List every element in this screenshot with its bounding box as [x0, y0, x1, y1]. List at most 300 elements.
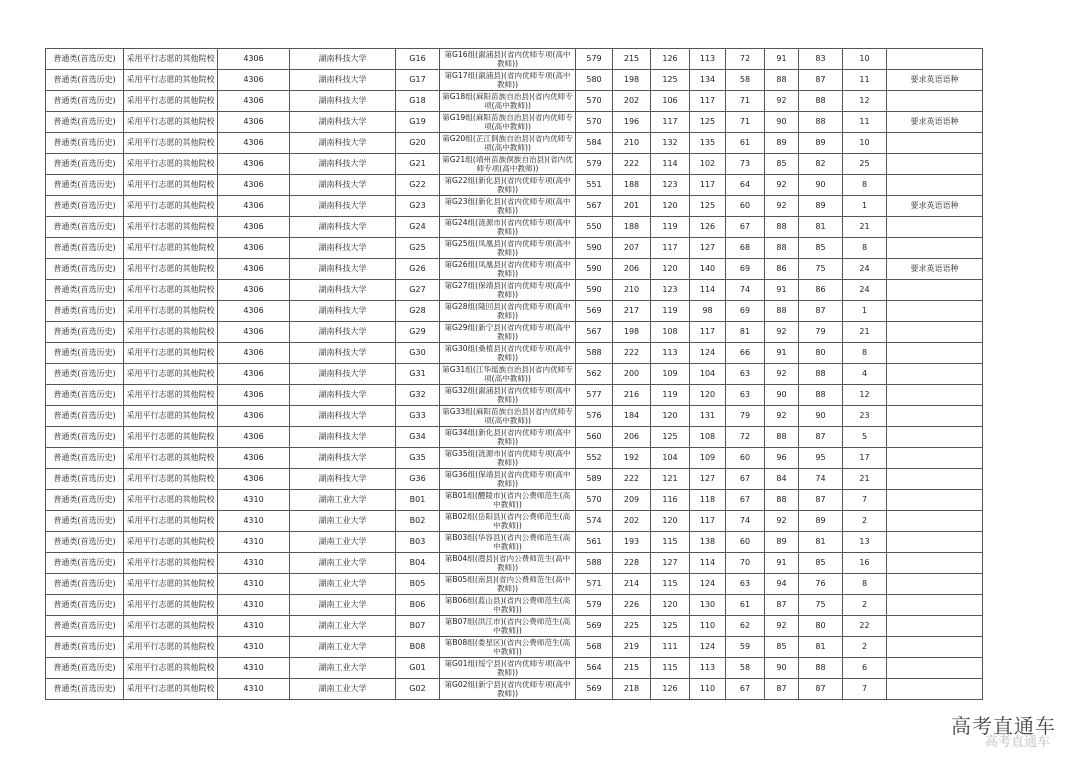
cell-score-f: 88: [799, 91, 843, 112]
cell-score-b: 123: [651, 175, 690, 196]
cell-remark: [887, 364, 983, 385]
cell-group-name: 第G25组(凤凰县)(省内优师专项(高中教师)): [440, 238, 576, 259]
cell-school-name: 湖南科技大学: [290, 406, 396, 427]
cell-score-c: 117: [690, 175, 726, 196]
cell-score-c: 108: [690, 427, 726, 448]
cell-score-c: 127: [690, 238, 726, 259]
cell-min-score: 564: [576, 658, 613, 679]
watermark-text: 高考直通车: [951, 714, 1056, 738]
cell-category: 普通类(首选历史): [46, 112, 124, 133]
cell-school-code: 4306: [218, 196, 290, 217]
cell-remark: [887, 637, 983, 658]
cell-count: 4: [843, 364, 887, 385]
cell-remark: [887, 91, 983, 112]
cell-school-code: 4306: [218, 259, 290, 280]
cell-score-f: 89: [799, 133, 843, 154]
cell-min-score: 568: [576, 637, 613, 658]
table-row: [46, 364, 983, 385]
cell-score-f: 87: [799, 301, 843, 322]
cell-school-code: 4306: [218, 238, 290, 259]
cell-score-a: 198: [613, 70, 651, 91]
cell-group-code: G16: [396, 49, 440, 70]
table-row: [46, 406, 983, 427]
cell-score-d: 58: [726, 70, 765, 91]
cell-score-a: 215: [613, 49, 651, 70]
cell-score-f: 88: [799, 112, 843, 133]
cell-score-c: 110: [690, 616, 726, 637]
cell-count: 8: [843, 574, 887, 595]
cell-school-name: 湖南科技大学: [290, 448, 396, 469]
cell-score-a: 226: [613, 595, 651, 616]
cell-score-b: 106: [651, 91, 690, 112]
cell-count: 12: [843, 385, 887, 406]
cell-batch: 采用平行志愿的其他院校: [124, 133, 218, 154]
cell-score-c: 104: [690, 364, 726, 385]
cell-count: 8: [843, 175, 887, 196]
cell-score-c: 114: [690, 553, 726, 574]
cell-batch: 采用平行志愿的其他院校: [124, 343, 218, 364]
cell-category: 普通类(首选历史): [46, 553, 124, 574]
cell-category: 普通类(首选历史): [46, 280, 124, 301]
cell-batch: 采用平行志愿的其他院校: [124, 175, 218, 196]
cell-school-name: 湖南科技大学: [290, 196, 396, 217]
cell-score-a: 215: [613, 658, 651, 679]
cell-score-b: 115: [651, 658, 690, 679]
cell-count: 2: [843, 595, 887, 616]
table-row: [46, 385, 983, 406]
cell-school-name: 湖南科技大学: [290, 385, 396, 406]
cell-score-b: 120: [651, 595, 690, 616]
cell-school-name: 湖南科技大学: [290, 343, 396, 364]
cell-score-c: 127: [690, 469, 726, 490]
cell-score-c: 131: [690, 406, 726, 427]
cell-count: 10: [843, 133, 887, 154]
cell-min-score: 579: [576, 154, 613, 175]
cell-score-c: 124: [690, 343, 726, 364]
cell-score-f: 81: [799, 637, 843, 658]
cell-group-name: 第B03组(华容县)(省内公费师范生(高中教师)): [440, 532, 576, 553]
cell-count: 17: [843, 448, 887, 469]
cell-group-code: G23: [396, 196, 440, 217]
cell-batch: 采用平行志愿的其他院校: [124, 574, 218, 595]
cell-min-score: 579: [576, 49, 613, 70]
cell-score-f: 83: [799, 49, 843, 70]
cell-group-code: B05: [396, 574, 440, 595]
cell-category: 普通类(首选历史): [46, 511, 124, 532]
cell-score-b: 125: [651, 70, 690, 91]
table-row: [46, 679, 983, 700]
cell-batch: 采用平行志愿的其他院校: [124, 406, 218, 427]
score-table-body: [46, 49, 983, 700]
cell-count: 11: [843, 112, 887, 133]
cell-count: 8: [843, 238, 887, 259]
cell-score-e: 92: [765, 616, 799, 637]
cell-score-b: 111: [651, 637, 690, 658]
cell-school-name: 湖南工业大学: [290, 679, 396, 700]
cell-score-d: 62: [726, 616, 765, 637]
cell-score-c: 138: [690, 532, 726, 553]
cell-school-code: 4306: [218, 49, 290, 70]
cell-score-d: 70: [726, 553, 765, 574]
cell-score-f: 74: [799, 469, 843, 490]
cell-remark: [887, 679, 983, 700]
cell-school-code: 4310: [218, 511, 290, 532]
cell-batch: 采用平行志愿的其他院校: [124, 91, 218, 112]
cell-score-f: 80: [799, 616, 843, 637]
cell-group-code: G29: [396, 322, 440, 343]
cell-remark: [887, 595, 983, 616]
table-row: [46, 553, 983, 574]
cell-remark: [887, 301, 983, 322]
cell-school-code: 4306: [218, 280, 290, 301]
cell-score-a: 209: [613, 490, 651, 511]
cell-min-score: 562: [576, 364, 613, 385]
cell-score-d: 68: [726, 238, 765, 259]
cell-remark: [887, 154, 983, 175]
cell-score-a: 201: [613, 196, 651, 217]
cell-min-score: 590: [576, 238, 613, 259]
cell-group-code: G17: [396, 70, 440, 91]
cell-score-e: 88: [765, 490, 799, 511]
table-row: [46, 616, 983, 637]
cell-category: 普通类(首选历史): [46, 196, 124, 217]
cell-score-d: 61: [726, 595, 765, 616]
cell-score-b: 120: [651, 259, 690, 280]
cell-score-c: 125: [690, 196, 726, 217]
cell-score-e: 90: [765, 658, 799, 679]
cell-category: 普通类(首选历史): [46, 637, 124, 658]
cell-school-name: 湖南科技大学: [290, 133, 396, 154]
cell-min-score: 590: [576, 259, 613, 280]
cell-score-f: 76: [799, 574, 843, 595]
cell-group-code: B03: [396, 532, 440, 553]
cell-score-a: 222: [613, 469, 651, 490]
cell-score-f: 88: [799, 364, 843, 385]
cell-group-name: 第B04组(澧县)(省内公费师范生(高中教师)): [440, 553, 576, 574]
cell-score-d: 60: [726, 448, 765, 469]
cell-category: 普通类(首选历史): [46, 322, 124, 343]
cell-remark: [887, 280, 983, 301]
cell-score-f: 86: [799, 280, 843, 301]
cell-score-a: 196: [613, 112, 651, 133]
cell-category: 普通类(首选历史): [46, 238, 124, 259]
cell-score-b: 109: [651, 364, 690, 385]
cell-school-code: 4306: [218, 91, 290, 112]
cell-category: 普通类(首选历史): [46, 574, 124, 595]
cell-group-name: 第G24组(涟源市)(省内优师专项(高中教师)): [440, 217, 576, 238]
cell-score-c: 109: [690, 448, 726, 469]
cell-group-name: 第B01组(醴陵市)(省内公费师范生(高中教师)): [440, 490, 576, 511]
cell-score-b: 119: [651, 217, 690, 238]
table-row: [46, 70, 983, 91]
cell-group-name: 第G20组(芷江侗族自治县)(省内优师专项(高中教师)): [440, 133, 576, 154]
cell-category: 普通类(首选历史): [46, 259, 124, 280]
cell-group-name: 第G34组(新化县)(省内优师专项(高中教师)): [440, 427, 576, 448]
cell-batch: 采用平行志愿的其他院校: [124, 154, 218, 175]
cell-group-code: G31: [396, 364, 440, 385]
cell-score-d: 81: [726, 322, 765, 343]
cell-group-code: B07: [396, 616, 440, 637]
cell-school-name: 湖南科技大学: [290, 364, 396, 385]
cell-min-score: 588: [576, 553, 613, 574]
cell-category: 普通类(首选历史): [46, 658, 124, 679]
cell-score-e: 90: [765, 385, 799, 406]
cell-min-score: 560: [576, 427, 613, 448]
cell-score-e: 92: [765, 196, 799, 217]
cell-remark: [887, 217, 983, 238]
cell-remark: 要求英语语种: [887, 112, 983, 133]
cell-score-b: 125: [651, 616, 690, 637]
cell-remark: [887, 343, 983, 364]
cell-score-b: 123: [651, 280, 690, 301]
cell-score-e: 92: [765, 511, 799, 532]
cell-score-e: 84: [765, 469, 799, 490]
cell-score-e: 91: [765, 280, 799, 301]
table-row: [46, 637, 983, 658]
cell-score-a: 210: [613, 280, 651, 301]
cell-min-score: 579: [576, 595, 613, 616]
cell-school-name: 湖南工业大学: [290, 553, 396, 574]
cell-score-c: 117: [690, 511, 726, 532]
cell-batch: 采用平行志愿的其他院校: [124, 259, 218, 280]
cell-category: 普通类(首选历史): [46, 217, 124, 238]
table-row: [46, 301, 983, 322]
cell-score-c: 102: [690, 154, 726, 175]
cell-remark: [887, 49, 983, 70]
cell-school-name: 湖南科技大学: [290, 217, 396, 238]
cell-school-code: 4306: [218, 343, 290, 364]
cell-min-score: 567: [576, 322, 613, 343]
cell-score-e: 92: [765, 91, 799, 112]
cell-category: 普通类(首选历史): [46, 595, 124, 616]
cell-batch: 采用平行志愿的其他院校: [124, 469, 218, 490]
cell-score-a: 210: [613, 133, 651, 154]
cell-batch: 采用平行志愿的其他院校: [124, 511, 218, 532]
table-row: [46, 91, 983, 112]
cell-score-f: 90: [799, 175, 843, 196]
cell-min-score: 577: [576, 385, 613, 406]
cell-min-score: 570: [576, 490, 613, 511]
cell-score-a: 218: [613, 679, 651, 700]
cell-school-code: 4310: [218, 490, 290, 511]
cell-score-f: 81: [799, 217, 843, 238]
cell-category: 普通类(首选历史): [46, 616, 124, 637]
table-row: [46, 280, 983, 301]
cell-score-c: 135: [690, 133, 726, 154]
cell-school-name: 湖南工业大学: [290, 574, 396, 595]
cell-category: 普通类(首选历史): [46, 490, 124, 511]
cell-school-name: 湖南科技大学: [290, 91, 396, 112]
cell-min-score: 584: [576, 133, 613, 154]
cell-remark: 要求英语语种: [887, 70, 983, 91]
cell-min-score: 590: [576, 280, 613, 301]
cell-category: 普通类(首选历史): [46, 301, 124, 322]
cell-min-score: 551: [576, 175, 613, 196]
cell-batch: 采用平行志愿的其他院校: [124, 385, 218, 406]
cell-score-d: 74: [726, 280, 765, 301]
cell-group-name: 第G31组(江华瑶族自治县)(省内优师专项(高中教师)): [440, 364, 576, 385]
table-row: [46, 511, 983, 532]
cell-score-e: 92: [765, 364, 799, 385]
watermark-subtext: 高考直通车: [984, 735, 1050, 750]
cell-min-score: 570: [576, 91, 613, 112]
cell-group-name: 第G32组(溆浦县)(省内优师专项(高中教师)): [440, 385, 576, 406]
cell-score-a: 219: [613, 637, 651, 658]
cell-category: 普通类(首选历史): [46, 364, 124, 385]
cell-group-name: 第G29组(新宁县)(省内优师专项(高中教师)): [440, 322, 576, 343]
cell-min-score: 571: [576, 574, 613, 595]
cell-score-a: 193: [613, 532, 651, 553]
cell-school-name: 湖南科技大学: [290, 301, 396, 322]
cell-score-a: 222: [613, 343, 651, 364]
cell-score-b: 126: [651, 49, 690, 70]
cell-batch: 采用平行志愿的其他院校: [124, 322, 218, 343]
cell-score-d: 72: [726, 49, 765, 70]
cell-score-d: 60: [726, 196, 765, 217]
cell-group-code: B08: [396, 637, 440, 658]
table-row: [46, 112, 983, 133]
cell-min-score: 569: [576, 301, 613, 322]
table-row: [46, 154, 983, 175]
cell-group-name: 第G28组(隆回县)(省内优师专项(高中教师)): [440, 301, 576, 322]
cell-batch: 采用平行志愿的其他院校: [124, 595, 218, 616]
cell-score-f: 87: [799, 490, 843, 511]
cell-school-name: 湖南科技大学: [290, 427, 396, 448]
cell-score-f: 82: [799, 154, 843, 175]
cell-score-d: 63: [726, 574, 765, 595]
cell-score-e: 87: [765, 595, 799, 616]
table-row: [46, 490, 983, 511]
cell-batch: 采用平行志愿的其他院校: [124, 301, 218, 322]
cell-score-e: 96: [765, 448, 799, 469]
table-row: [46, 259, 983, 280]
cell-group-code: B01: [396, 490, 440, 511]
cell-group-name: 第G35组(涟源市)(省内优师专项(高中教师)): [440, 448, 576, 469]
cell-count: 1: [843, 196, 887, 217]
cell-remark: [887, 133, 983, 154]
cell-score-d: 72: [726, 427, 765, 448]
cell-group-code: G33: [396, 406, 440, 427]
cell-group-code: G32: [396, 385, 440, 406]
cell-score-b: 120: [651, 406, 690, 427]
cell-score-c: 110: [690, 679, 726, 700]
cell-category: 普通类(首选历史): [46, 448, 124, 469]
cell-remark: [887, 385, 983, 406]
cell-min-score: 552: [576, 448, 613, 469]
cell-score-a: 188: [613, 175, 651, 196]
cell-remark: [887, 553, 983, 574]
cell-school-code: 4306: [218, 469, 290, 490]
cell-score-a: 206: [613, 427, 651, 448]
cell-count: 21: [843, 322, 887, 343]
cell-score-b: 115: [651, 574, 690, 595]
cell-score-e: 88: [765, 301, 799, 322]
cell-score-d: 60: [726, 532, 765, 553]
cell-score-a: 228: [613, 553, 651, 574]
cell-score-a: 206: [613, 259, 651, 280]
cell-score-f: 81: [799, 532, 843, 553]
cell-group-name: 第B06组(蓝山县)(省内公费师范生(高中教师)): [440, 595, 576, 616]
cell-score-b: 117: [651, 112, 690, 133]
cell-score-b: 108: [651, 322, 690, 343]
cell-score-c: 113: [690, 49, 726, 70]
cell-score-b: 119: [651, 385, 690, 406]
cell-score-b: 119: [651, 301, 690, 322]
cell-remark: [887, 532, 983, 553]
cell-school-code: 4306: [218, 217, 290, 238]
cell-category: 普通类(首选历史): [46, 679, 124, 700]
cell-min-score: 550: [576, 217, 613, 238]
cell-score-e: 90: [765, 112, 799, 133]
cell-score-d: 63: [726, 364, 765, 385]
cell-score-d: 67: [726, 679, 765, 700]
cell-count: 12: [843, 91, 887, 112]
cell-remark: 要求英语语种: [887, 259, 983, 280]
cell-score-c: 114: [690, 280, 726, 301]
cell-school-code: 4306: [218, 385, 290, 406]
cell-score-d: 73: [726, 154, 765, 175]
cell-score-a: 207: [613, 238, 651, 259]
cell-score-f: 85: [799, 553, 843, 574]
cell-batch: 采用平行志愿的其他院校: [124, 532, 218, 553]
cell-score-e: 92: [765, 406, 799, 427]
cell-score-f: 75: [799, 259, 843, 280]
cell-school-code: 4306: [218, 301, 290, 322]
cell-category: 普通类(首选历史): [46, 385, 124, 406]
cell-group-code: G30: [396, 343, 440, 364]
cell-count: 7: [843, 490, 887, 511]
cell-batch: 采用平行志愿的其他院校: [124, 490, 218, 511]
cell-score-d: 69: [726, 259, 765, 280]
cell-score-b: 114: [651, 154, 690, 175]
cell-score-f: 87: [799, 427, 843, 448]
table-row: [46, 532, 983, 553]
cell-score-a: 184: [613, 406, 651, 427]
cell-school-name: 湖南工业大学: [290, 490, 396, 511]
cell-score-f: 88: [799, 658, 843, 679]
cell-score-c: 118: [690, 490, 726, 511]
cell-batch: 采用平行志愿的其他院校: [124, 364, 218, 385]
cell-school-name: 湖南工业大学: [290, 637, 396, 658]
cell-group-name: 第G19组(麻阳苗族自治县)(省内优师专项(高中教师)): [440, 112, 576, 133]
cell-category: 普通类(首选历史): [46, 343, 124, 364]
cell-remark: [887, 322, 983, 343]
cell-school-code: 4310: [218, 574, 290, 595]
cell-batch: 采用平行志愿的其他院校: [124, 448, 218, 469]
cell-batch: 采用平行志愿的其他院校: [124, 616, 218, 637]
cell-count: 10: [843, 49, 887, 70]
table-row: [46, 574, 983, 595]
cell-score-e: 89: [765, 532, 799, 553]
cell-score-d: 67: [726, 490, 765, 511]
cell-score-f: 87: [799, 679, 843, 700]
cell-score-e: 92: [765, 322, 799, 343]
cell-group-code: G27: [396, 280, 440, 301]
cell-group-code: G19: [396, 112, 440, 133]
cell-score-b: 125: [651, 427, 690, 448]
cell-group-name: 第G02组(新宁县)(省内优师专项(高中教师)): [440, 679, 576, 700]
cell-min-score: 569: [576, 679, 613, 700]
table-row: [46, 469, 983, 490]
cell-count: 2: [843, 637, 887, 658]
table-row: [46, 427, 983, 448]
cell-score-c: 124: [690, 574, 726, 595]
cell-score-d: 66: [726, 343, 765, 364]
cell-remark: 要求英语语种: [887, 196, 983, 217]
cell-score-f: 90: [799, 406, 843, 427]
cell-group-code: G21: [396, 154, 440, 175]
cell-school-code: 4310: [218, 595, 290, 616]
